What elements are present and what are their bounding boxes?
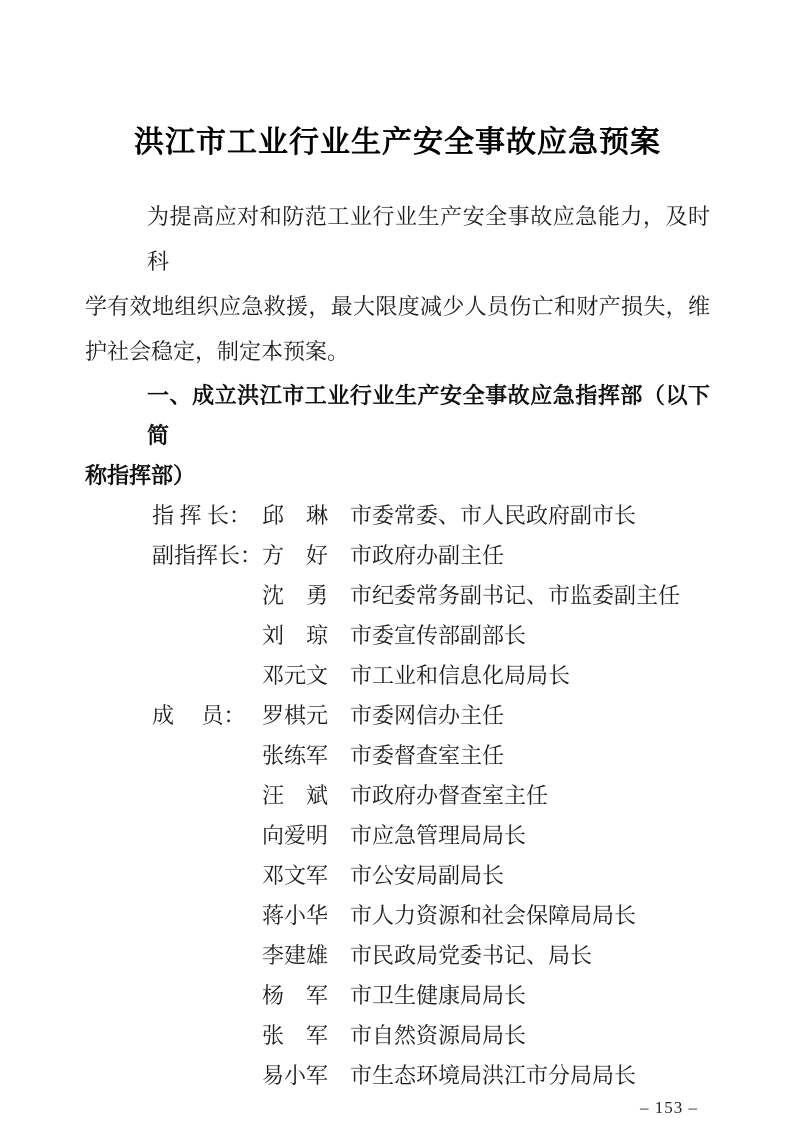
roster-name: 李建雄: [262, 943, 329, 968]
roster-name: 邓文军: [262, 863, 329, 888]
roster-position: 市工业和信息化局局长: [350, 663, 571, 688]
roster-position: 市卫生健康局局长: [350, 983, 527, 1008]
heading-line: 一、成立洪江市工业行业生产安全事故应急指挥部（以下简: [147, 383, 710, 448]
roster-row: [85, 1016, 710, 1056]
roster-name: 罗棋元: [262, 703, 329, 728]
roster-position: 市委常委、市人民政府副市长: [350, 503, 637, 528]
roster-row: [85, 896, 710, 936]
paragraph-line: 护社会稳定，制定本预案。: [85, 339, 350, 364]
roster-position: 市生态环境局洪江市分局局长: [350, 1063, 637, 1088]
heading-line: 称指挥部）: [85, 463, 196, 488]
roster-name: 汪 斌: [262, 783, 329, 808]
roster-position: 市应急管理局局长: [350, 823, 527, 848]
page-number: – 153 –: [640, 1098, 698, 1117]
roster-name: 易小军: [262, 1063, 329, 1088]
roster-row: [85, 696, 710, 736]
roster-position: 市民政局党委书记、局长: [350, 943, 593, 968]
roster-row: [85, 616, 710, 656]
roster-row: [85, 496, 710, 536]
roster-row: [85, 856, 710, 896]
roster-name: 邱 琳: [262, 503, 329, 528]
roster-position: 市委督查室主任: [350, 743, 505, 768]
roster-label: 指 挥 长：: [152, 503, 252, 528]
roster-position: 市公安局副局长: [350, 863, 505, 888]
roster-row: [85, 736, 710, 776]
roster-row: [85, 576, 710, 616]
roster-name: 张 军: [262, 1023, 329, 1048]
roster-row: [85, 776, 710, 816]
roster-label: 成 员：: [152, 703, 246, 728]
roster-row: [85, 936, 710, 976]
roster-name: 张练军: [262, 743, 329, 768]
section-heading: [85, 376, 710, 496]
roster-position: 市政府办副主任: [350, 543, 505, 568]
roster-position: 市人力资源和社会保障局局长: [350, 903, 637, 928]
roster-name: 沈 勇: [262, 583, 329, 608]
roster-row: [85, 816, 710, 856]
paragraph-line: 学有效地组织应急救援，最大限度减少人员伤亡和财产损失，维: [85, 294, 710, 319]
roster-name: 蒋小华: [262, 903, 329, 928]
roster-position: 市委宣传部副部长: [350, 623, 527, 648]
roster-name: 向爱明: [262, 823, 329, 848]
roster-name: 邓元文: [262, 663, 329, 688]
roster-name: 方 好: [262, 543, 329, 568]
roster-position: 市政府办督查室主任: [350, 783, 549, 808]
roster-name: 刘 琼: [262, 623, 329, 648]
roster-position: 市自然资源局局长: [350, 1023, 527, 1048]
roster-row: [85, 536, 710, 576]
paragraph-line: 为提高应对和防范工业行业生产安全事故应急能力，及时科: [147, 204, 710, 274]
roster-label: 副指挥长：: [152, 543, 263, 568]
roster: [85, 496, 710, 1096]
roster-row: [85, 976, 710, 1016]
intro-paragraph: [85, 194, 710, 374]
document-title: 洪江市工业行业生产安全事故应急预案: [134, 126, 661, 159]
roster-row: [85, 1056, 710, 1096]
roster-name: 杨 军: [262, 983, 329, 1008]
roster-position: 市委网信办主任: [350, 703, 505, 728]
roster-row: [85, 656, 710, 696]
roster-position: 市纪委常务副书记、市监委副主任: [350, 583, 681, 608]
